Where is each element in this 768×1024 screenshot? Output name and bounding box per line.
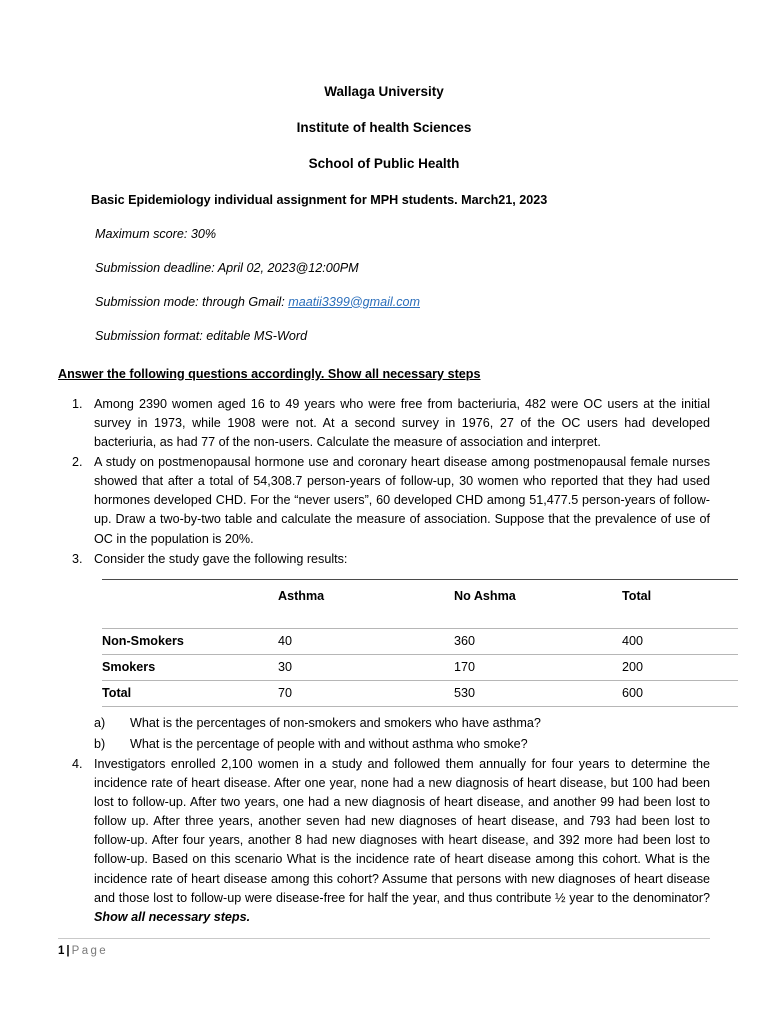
institute-title: Institute of health Sciences <box>296 119 472 135</box>
submission-format-line <box>58 329 710 343</box>
deadline-line <box>58 261 710 275</box>
submission-mode-value: through Gmail: <box>198 294 289 309</box>
cell-total-asthma: 70 <box>278 686 293 701</box>
question-text-2: A study on postmenopausal hormone use and coronary heart disease among postmenopausal female nurses showed that after a total of 54,308.7 person-years of follow-up, 30 women who reported that they had used hormones developed CHD. For the “never users”, 60 developed CHD among 51,477.5 person-years of follow-up. Draw a two-by-two table and calculate the measure of association. Suppose that the prevalence of use of OC in the population is 20%. <box>94 454 710 546</box>
submission-mode-line <box>58 295 710 309</box>
question-text-3: Consider the study gave the following results: <box>94 551 348 566</box>
subquestion-marker-b: b) <box>94 736 106 751</box>
school-title: School of Public Health <box>308 156 460 172</box>
subquestion-marker-a: a) <box>94 716 106 731</box>
results-table-wrapper <box>102 579 738 708</box>
cell-total-total: 600 <box>622 686 644 701</box>
question-number-1: 1. <box>72 396 83 411</box>
assignment-title: Basic Epidemiology individual assignment for MPH students. March21, 2023 <box>91 192 548 207</box>
footer-page-number: 1 <box>58 945 65 957</box>
question-list <box>58 395 710 927</box>
question-item-4 <box>58 755 710 927</box>
table-header-no-asthma: No Ashma <box>454 588 516 603</box>
cell-smokers-no-asthma: 170 <box>454 660 476 675</box>
submission-format-label: Submission format: <box>95 328 203 343</box>
cell-total-no-asthma: 530 <box>454 686 476 701</box>
cell-smokers-asthma: 30 <box>278 660 293 675</box>
deadline-value: April 02, 2023@12:00PM <box>214 260 359 275</box>
question-number-4: 4. <box>72 756 83 771</box>
cell-smokers-total: 200 <box>622 660 644 675</box>
question-text-1: Among 2390 women aged 16 to 49 years who were free from bacteriuria, 482 were OC users at the initial survey in 1973, while 1908 were not. At a second survey in 1976, 27 of the OC users had developed bacteriuria, as had 77 of the non-users. Calculate the measure of association and interpret. <box>94 396 710 449</box>
document-body <box>58 84 710 928</box>
footer-page-word: Page <box>71 945 109 957</box>
table-header-asthma: Asthma <box>278 588 325 603</box>
subquestion-text-a: What is the percentages of non-smokers and smokers who have asthma? <box>130 716 541 731</box>
cell-non-smokers-total: 400 <box>622 633 644 648</box>
results-table <box>102 579 738 708</box>
max-score-line <box>58 227 710 241</box>
question-item-1 <box>58 395 710 452</box>
question-text-4-main: Investigators enrolled 2,100 women in a study and followed them annually for four years to determine the incidence rate of heart disease. After one year, none had a new diagnosis of heart disease, but 100 had been lost to follow-up. After two years, one had a new diagnosis of heart disease, and another 99 had been lost to follow up. After three years, another seven had new diagnoses of heart disease, and 793 had been lost to follow-up. After four years, another 8 had new diagnoses with heart disease, and 392 more had been lost to follow-up. Based on this scenario What is the incidence rate of heart disease among this cohort. What is the incidence rate of heart disease among this cohort? Assume that persons with new diagnoses of heart disease and those lost to follow-up were disease-free for half the year, and thus contribute ½ year to the denominator? <box>94 756 710 905</box>
table-header-blank <box>102 579 278 628</box>
table-row <box>102 628 738 654</box>
subquestion-item-a <box>94 713 710 733</box>
cell-non-smokers-asthma: 40 <box>278 633 293 648</box>
footer-separator: | <box>66 945 70 957</box>
table-header-total: Total <box>622 588 652 603</box>
table-row <box>102 681 738 707</box>
institution-title: Wallaga University <box>324 84 444 99</box>
question-item-3 <box>58 550 710 754</box>
instruction-heading: Answer the following questions accordingly. Show all necessary steps <box>58 366 481 381</box>
question-number-3: 3. <box>72 551 83 566</box>
max-score-label: Maximum score: <box>95 226 188 241</box>
row-label-non-smokers: Non-Smokers <box>102 633 184 648</box>
question-number-2: 2. <box>72 454 83 469</box>
max-score-value: 30% <box>187 226 217 241</box>
subquestion-text-b: What is the percentage of people with and without asthma who smoke? <box>130 736 528 751</box>
results-table-body <box>102 628 738 706</box>
question-text-4 <box>94 755 710 927</box>
question-text-4-emphasis: Show all necessary steps. <box>94 909 251 924</box>
subquestion-list <box>94 713 710 753</box>
submission-mode-label: Submission mode: <box>95 294 199 309</box>
row-label-smokers: Smokers <box>102 660 156 675</box>
results-table-head <box>102 579 738 628</box>
table-row <box>102 655 738 681</box>
table-header-row <box>102 579 738 628</box>
question-item-2 <box>58 453 710 549</box>
cell-non-smokers-no-asthma: 360 <box>454 633 476 648</box>
deadline-label: Submission deadline: <box>95 260 215 275</box>
submission-format-value: editable MS-Word <box>202 328 308 343</box>
page-footer <box>58 938 710 957</box>
submission-email-link[interactable]: maatii3399@gmail.com <box>288 294 420 309</box>
subquestion-item-b <box>94 734 710 754</box>
row-label-total: Total <box>102 686 132 701</box>
